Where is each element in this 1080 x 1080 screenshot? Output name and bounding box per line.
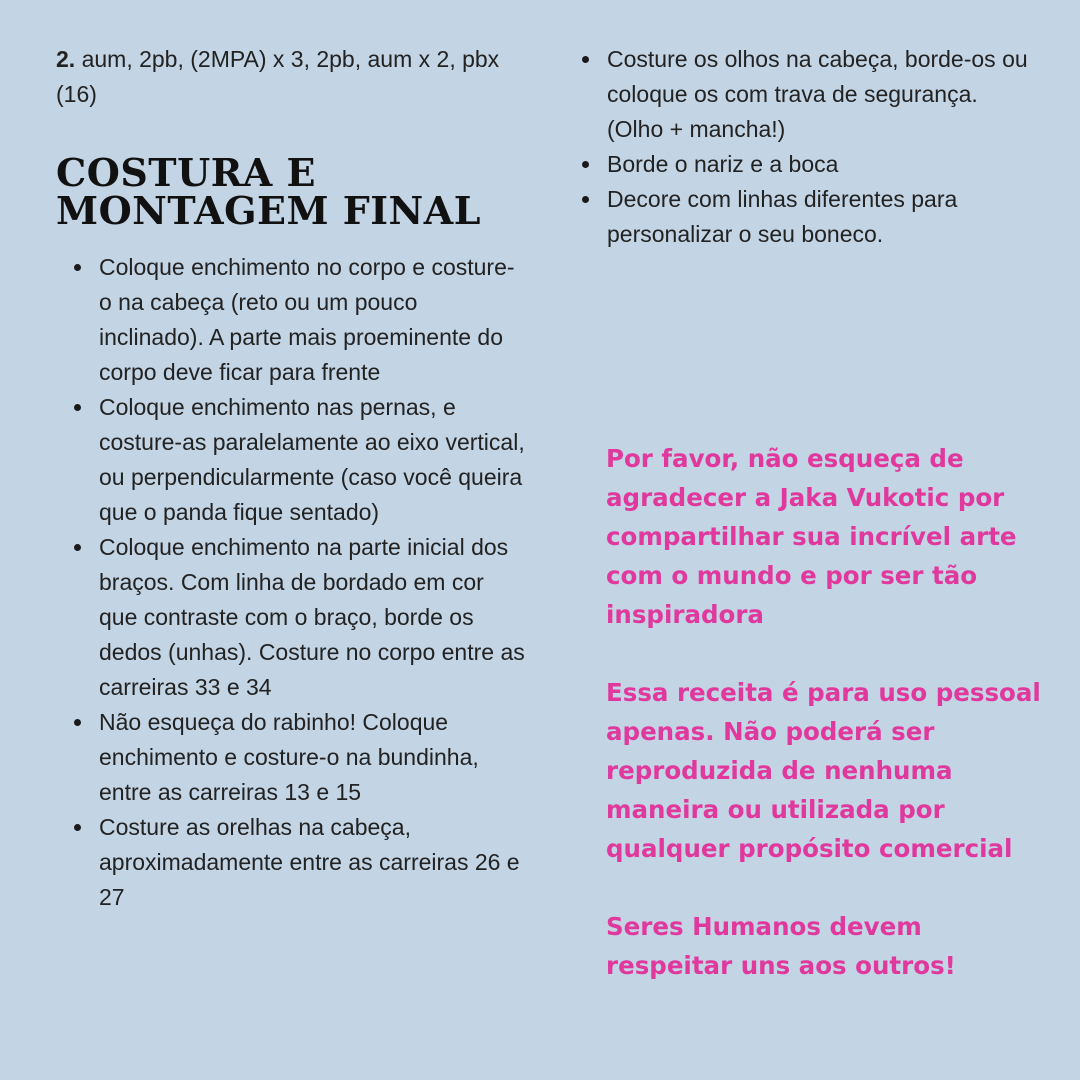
- bullet-icon: [582, 196, 589, 203]
- list-item-text: Borde o nariz e a boca: [607, 151, 839, 177]
- left-column: [56, 42, 526, 915]
- list-item: [580, 42, 1030, 147]
- list-item-text: Coloque enchimento na parte inicial dos braços. Com linha de bordado em cor que contraste com o braço, borde os dedos (unhas). Costure no corpo entre as carreiras 33 e 34: [99, 534, 525, 700]
- bullet-icon: [74, 404, 81, 411]
- list-item-text: Costure as orelhas na cabeça, aproximadamente entre as carreiras 26 e 27: [99, 814, 520, 910]
- thanks-note: Por favor, não esqueça de agradecer a Jaka Vukotic por compartilhar sua incrível arte com o mundo e por ser tão inspiradora: [606, 444, 1017, 629]
- finishing-list: [580, 42, 1030, 252]
- bullet-icon: [582, 161, 589, 168]
- pattern-step: [56, 42, 526, 112]
- list-item: [56, 390, 526, 530]
- list-item: [56, 705, 526, 810]
- respect-note: Seres Humanos devem respeitar uns aos outros!: [606, 912, 956, 980]
- bullet-icon: [582, 56, 589, 63]
- step-text: aum, 2pb, (2MPA) x 3, 2pb, aum x 2, pbx (16): [56, 46, 500, 107]
- list-item: [56, 530, 526, 705]
- bullet-icon: [74, 264, 81, 271]
- list-item-text: Coloque enchimento no corpo e costure-o na cabeça (reto ou um pouco inclinado). A parte mais proeminente do corpo deve ficar para frente: [99, 254, 515, 385]
- section-title: COSTURA E MONTAGEM FINAL: [56, 150, 481, 233]
- bullet-icon: [74, 719, 81, 726]
- list-item-text: Não esqueça do rabinho! Coloque enchimento e costure-o na bundinha, entre as carreiras 13 e 15: [99, 709, 479, 805]
- list-item: [580, 147, 1030, 182]
- list-item-text: Decore com linhas diferentes para personalizar o seu boneco.: [607, 186, 958, 247]
- list-item: [56, 250, 526, 390]
- list-item: [580, 182, 1030, 252]
- personal-use-note: Essa receita é para uso pessoal apenas. Não poderá ser reproduzida de nenhuma maneira ou utilizada por qualquer propósito comercial: [606, 678, 1041, 863]
- step-number: 2.: [56, 46, 76, 72]
- bullet-icon: [74, 544, 81, 551]
- list-item-text: Coloque enchimento nas pernas, e costure-as paralelamente ao eixo vertical, ou perpendicularmente (caso você queira que o panda fique sentado): [99, 394, 525, 525]
- assembly-list: [56, 250, 526, 915]
- bullet-icon: [74, 824, 81, 831]
- list-item: [56, 810, 526, 915]
- list-item-text: Costure os olhos na cabeça, borde-os ou coloque os com trava de segurança. (Olho + mancha!): [607, 46, 1028, 142]
- right-column: [580, 42, 1030, 252]
